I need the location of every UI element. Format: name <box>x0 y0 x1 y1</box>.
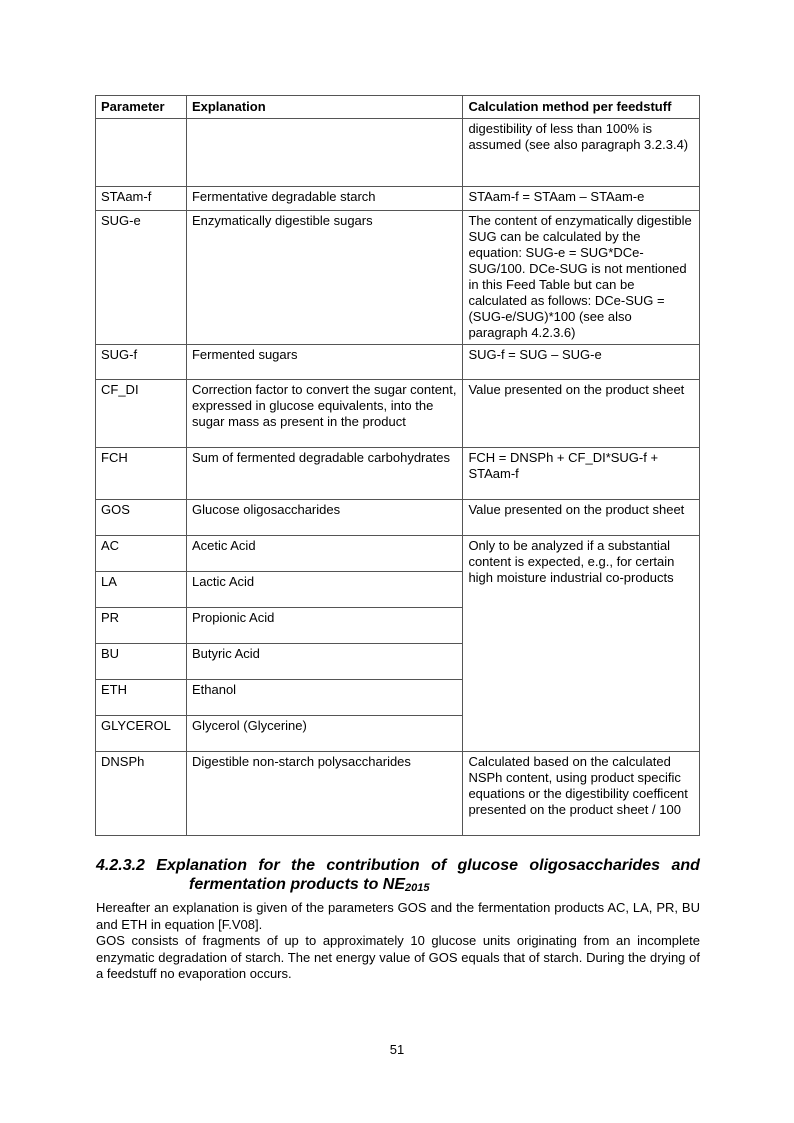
table-row <box>96 187 700 211</box>
table-row <box>96 380 700 448</box>
cell-parameter: LA <box>96 572 187 608</box>
cell-explanation: Sum of fermented degradable carbohydrates <box>186 448 462 500</box>
cell-parameter: GOS <box>96 500 187 536</box>
cell-method: The content of enzymatically digestible SUG can be calculated by the equation: SUG-e = SUG*DCe-SUG/100. DCe-SUG is not mentioned in this Feed Table but can be calculated as follows: DCe-SUG = (SUG-e/SUG)*100 (see also paragraph 4.2.3.6) <box>463 211 700 345</box>
header-parameter: Parameter <box>96 96 187 119</box>
cell-explanation: Acetic Acid <box>186 536 462 572</box>
title-line-2: fermentation products to NE <box>189 876 406 893</box>
cell-parameter: DNSPh <box>96 752 187 836</box>
cell-parameter: SUG-f <box>96 345 187 380</box>
title-subscript: 2015 <box>405 882 430 894</box>
title-word: contribution <box>326 857 420 874</box>
cell-explanation: Fermentative degradable starch <box>186 187 462 211</box>
cell-explanation: Propionic Acid <box>186 608 462 644</box>
cell-explanation: Digestible non-starch polysaccharides <box>186 752 462 836</box>
parameter-table <box>95 95 700 836</box>
cell-parameter: SUG-e <box>96 211 187 345</box>
table-row <box>96 119 700 187</box>
cell-explanation: Butyric Acid <box>186 644 462 680</box>
header-calculation-method: Calculation method per feedstuff <box>463 96 700 119</box>
table-row <box>96 211 700 345</box>
paragraph: Hereafter an explanation is given of the parameters GOS and the fermentation products AC, LA, PR, BU and ETH in equation [F.V08]. <box>96 900 700 932</box>
title-word: of <box>431 857 447 874</box>
section-heading <box>96 856 700 898</box>
cell-method: Value presented on the product sheet <box>463 500 700 536</box>
cell-explanation: Lactic Acid <box>186 572 462 608</box>
paragraph: GOS consists of fragments of up to approximately 10 glucose units originating from an incomplete enzymatic degradation of starch. The net energy value of GOS equals that of starch. During the drying of a feedstuff no evaporation occurs. <box>96 933 700 981</box>
cell-explanation: Glucose oligosaccharides <box>186 500 462 536</box>
section-body <box>96 900 700 983</box>
title-word: glucose <box>457 857 518 874</box>
cell-method: STAam-f = STAam – STAam-e <box>463 187 700 211</box>
cell-explanation: Enzymatically digestible sugars <box>186 211 462 345</box>
table-row <box>96 500 700 536</box>
section-number: 4.2.3.2 <box>96 857 145 874</box>
title-word: Explanation <box>156 857 247 874</box>
table-row <box>96 536 700 572</box>
cell-parameter: CF_DI <box>96 380 187 448</box>
title-word: and <box>671 857 700 874</box>
cell-method: FCH = DNSPh + CF_DI*SUG-f + STAam-f <box>463 448 700 500</box>
header-explanation: Explanation <box>186 96 462 119</box>
title-word: for <box>258 857 280 874</box>
cell-method-merged: Only to be analyzed if a substantial content is expected, e.g., for certain high moisture industrial co-products <box>463 536 700 752</box>
cell-explanation: Correction factor to convert the sugar content, expressed in glucose equivalents, into the sugar mass as present in the product <box>186 380 462 448</box>
table-row <box>96 345 700 380</box>
cell-parameter: STAam-f <box>96 187 187 211</box>
cell-parameter: AC <box>96 536 187 572</box>
cell-explanation: Fermented sugars <box>186 345 462 380</box>
cell-method: SUG-f = SUG – SUG-e <box>463 345 700 380</box>
cell-parameter: BU <box>96 644 187 680</box>
cell-parameter: GLYCEROL <box>96 716 187 752</box>
cell-explanation <box>186 119 462 187</box>
cell-parameter <box>96 119 187 187</box>
table-row <box>96 448 700 500</box>
page-number: 51 <box>389 1042 405 1057</box>
title-word: oligosaccharides <box>529 857 661 874</box>
cell-parameter: PR <box>96 608 187 644</box>
cell-parameter: FCH <box>96 448 187 500</box>
table-header-row <box>96 96 700 119</box>
cell-method: Value presented on the product sheet <box>463 380 700 448</box>
title-word: the <box>291 857 316 874</box>
table-row <box>96 752 700 836</box>
cell-method: digestibility of less than 100% is assumed (see also paragraph 3.2.3.4) <box>463 119 700 187</box>
cell-explanation: Glycerol (Glycerine) <box>186 716 462 752</box>
cell-parameter: ETH <box>96 680 187 716</box>
cell-method: Calculated based on the calculated NSPh content, using product specific equations or the digestibility coefficent presented on the product sheet / 100 <box>463 752 700 836</box>
cell-explanation: Ethanol <box>186 680 462 716</box>
